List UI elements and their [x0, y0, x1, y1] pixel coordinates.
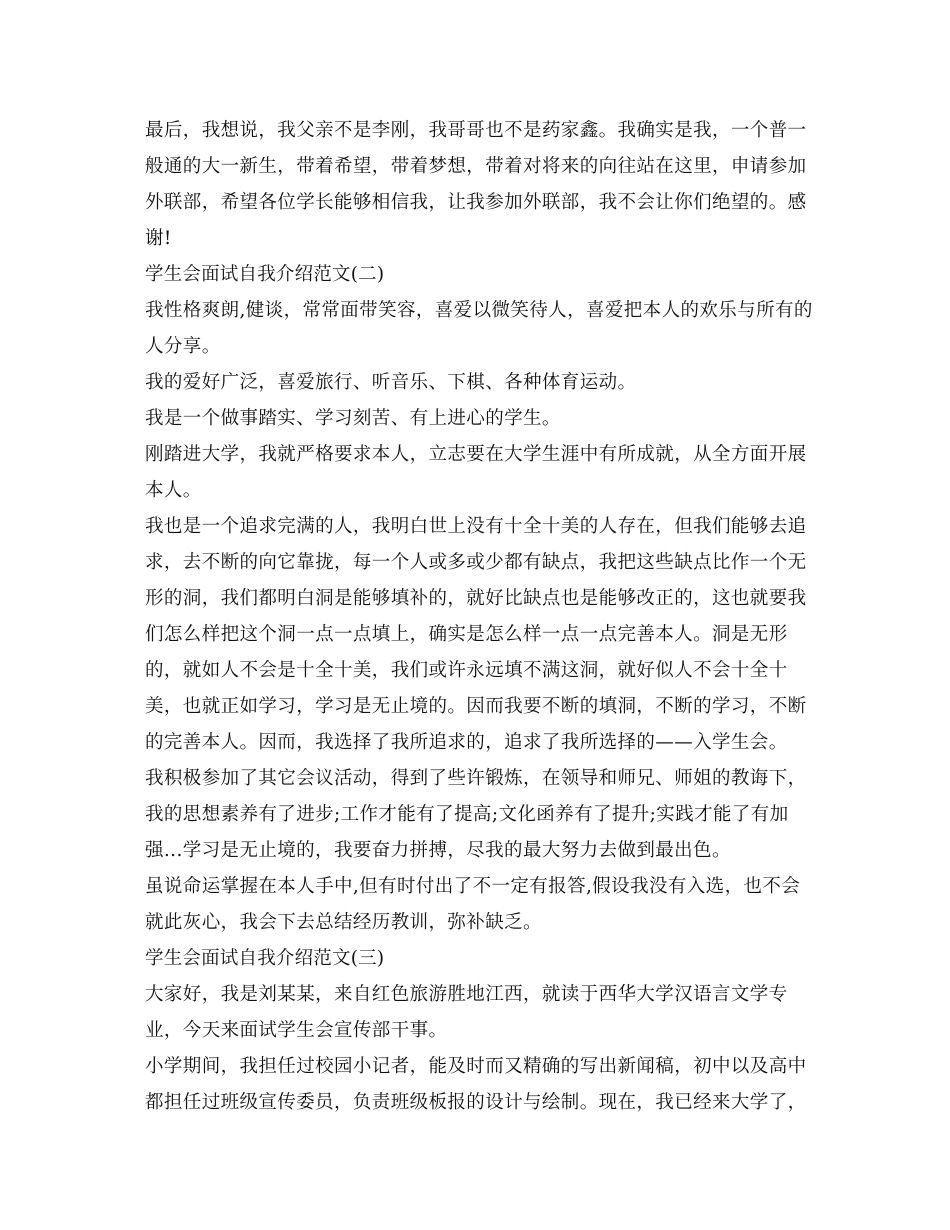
text-line: 形的洞，我们都明白洞是能够填补的，就好比缺点也是能够改正的，这也就要我 — [145, 588, 807, 609]
text-line: 我是一个做事踏实、学习刻苦、有上进心的学生。 — [145, 408, 561, 429]
text-line: 的，就如人不会是十全十美，我们或许永远填不满这洞，就好似人不会十全十 — [145, 660, 788, 681]
text-line: 大家好，我是刘某某，来自红色旅游胜地江西，就读于西华大学汉语言文学专 — [145, 984, 788, 1005]
text-line: 虽说命运掌握在本人手中,但有时付出了不一定有报答,假设我没有入选，也不会 — [145, 876, 801, 897]
text-line: 最后，我想说，我父亲不是李刚，我哥哥也不是药家鑫。我确实是我，一个普一 — [145, 120, 807, 141]
text-line: 人分享。 — [145, 336, 221, 357]
text-line: 们怎么样把这个洞一点一点填上，确实是怎么样一点一点完善本人。洞是无形 — [145, 624, 788, 645]
text-line: 我的爱好广泛，喜爱旅行、听音乐、下棋、各种体育运动。 — [145, 372, 637, 393]
text-line: 都担任过班级宣传委员，负责班级板报的设计与绘制。现在，我已经来大学了， — [145, 1092, 807, 1113]
text-line: 谢! — [145, 228, 172, 249]
section-heading: 学生会面试自我介绍范文(二) — [145, 264, 385, 285]
text-line: 我的思想素养有了进步;工作才能有了提高;文化函养有了提升;实践才能了有加 — [145, 804, 789, 825]
text-line: 求，去不断的向它靠拢，每一个人或多或少都有缺点，我把这些缺点比作一个无 — [145, 552, 807, 573]
text-line: 小学期间，我担任过校园小记者，能及时而又精确的写出新闻稿，初中以及高中 — [145, 1056, 807, 1077]
text-line: 本人。 — [145, 480, 202, 501]
text-line: 刚踏进大学，我就严格要求本人，立志要在大学生涯中有所成就，从全方面开展 — [145, 444, 807, 465]
text-line: 我也是一个追求完满的人，我明白世上没有十全十美的人存在，但我们能够去追 — [145, 516, 807, 537]
text-line: 业，今天来面试学生会宣传部干事。 — [145, 1020, 448, 1041]
section-heading: 学生会面试自我介绍范文(三) — [145, 948, 385, 969]
text-line: 我性格爽朗,健谈，常常面带笑容，喜爱以微笑待人，喜爱把本人的欢乐与所有的 — [145, 300, 813, 321]
text-line: 外联部，希望各位学长能够相信我，让我参加外联部，我不会让你们绝望的。感 — [145, 192, 807, 213]
text-line: 强...学习是无止境的，我要奋力拼搏，尽我的最大努力去做到最出色。 — [145, 840, 731, 861]
text-line: 我积极参加了其它会议活动，得到了些许锻炼，在领导和师兄、师姐的教诲下， — [145, 768, 807, 789]
document-body — [145, 113, 813, 1121]
text-line: 就此灰心，我会下去总结经历教训，弥补缺乏。 — [145, 912, 542, 933]
text-line: 的完善本人。因而，我选择了我所追求的，追求了我所选择的——入学生会。 — [145, 732, 788, 753]
text-line: 般通的大一新生，带着希望，带着梦想，带着对将来的向往站在这里，申请参加 — [145, 156, 807, 177]
text-line: 美，也就正如学习，学习是无止境的。因而我要不断的填洞，不断的学习，不断 — [145, 696, 807, 717]
